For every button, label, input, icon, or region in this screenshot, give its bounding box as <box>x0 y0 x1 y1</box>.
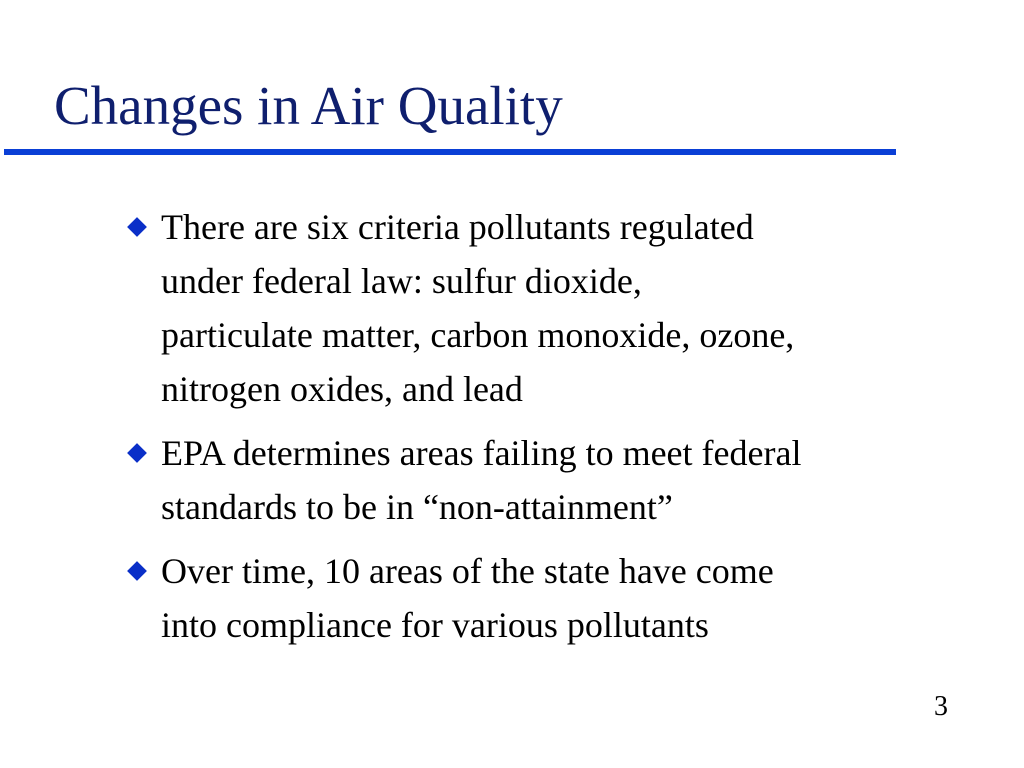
diamond-bullet-icon <box>127 443 147 463</box>
title-underline-rule <box>4 149 896 155</box>
bullet-item <box>124 544 994 652</box>
diamond-bullet-icon <box>127 561 147 581</box>
bullet-item <box>124 200 994 416</box>
slide-title: Changes in Air Quality <box>54 75 563 136</box>
bullet-text: EPA determines areas failing to meet federal standards to be in “non-attainment” <box>161 433 802 527</box>
bullet-text: Over time, 10 areas of the state have come into compliance for various pollutants <box>161 551 774 645</box>
bullet-item <box>124 426 994 534</box>
bullet-list <box>124 200 994 662</box>
page-number: 3 <box>934 691 948 722</box>
bullet-text: There are six criteria pollutants regulated under federal law: sulfur dioxide, particulate matter, carbon monoxide, ozone, nitrogen oxides, and lead <box>161 207 795 409</box>
diamond-bullet-icon <box>127 217 147 237</box>
